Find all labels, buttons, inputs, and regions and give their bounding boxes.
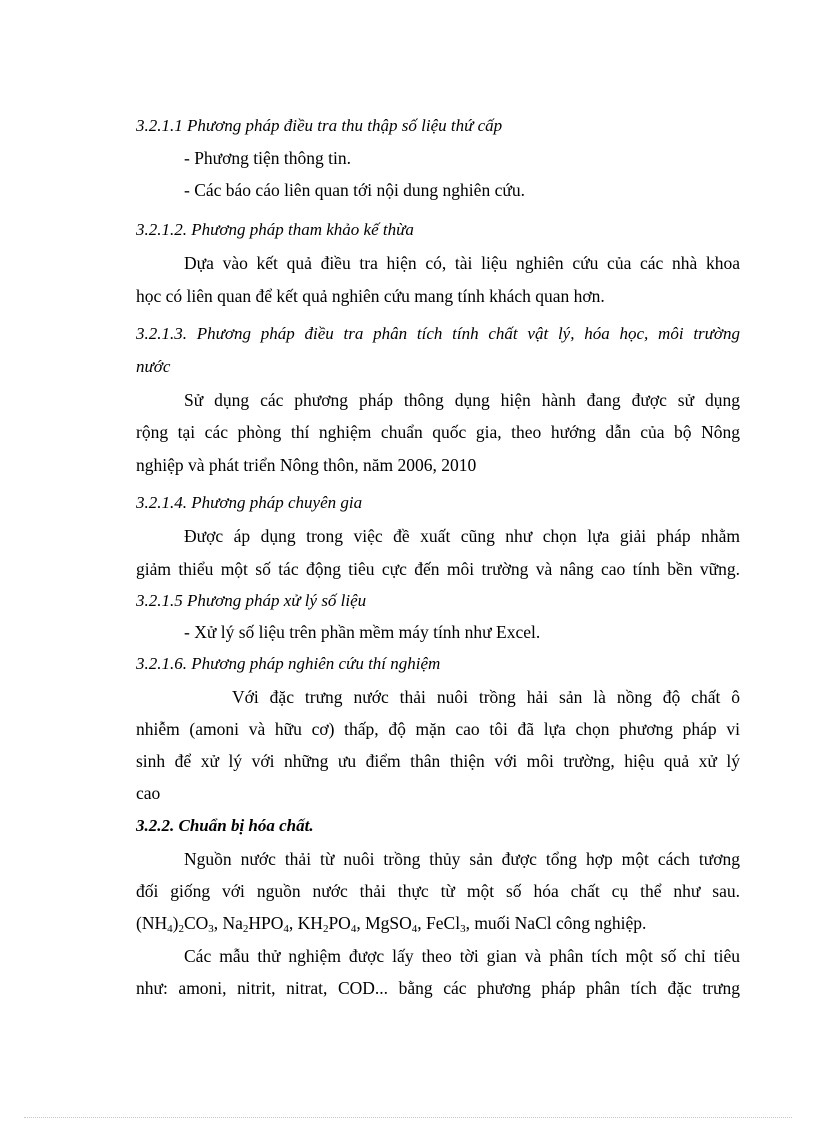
heading-3-2-1-3: 3.2.1.3. Phương pháp điều tra phân tích tính chất vật lý, hóa học, môi trường [136,324,740,343]
paragraph-line: giảm thiểu một số tác động tiêu cực đến môi trường và nâng cao tính bền vững. [136,559,740,579]
chem-text: , FeCl [417,913,461,933]
paragraph-line: Với đặc trưng nước thải nuôi trồng hải sản là nồng độ chất ô [232,687,740,707]
paragraph-line: Dựa vào kết quả điều tra hiện có, tài liệu nghiên cứu của các nhà khoa [184,253,740,273]
chem-text: , muối NaCl công nghiệp. [465,913,647,933]
paragraph-line: như: amoni, nitrit, nitrat, COD... bằng các phương pháp phân tích đặc trưng [136,978,740,998]
bullet-item: - Xử lý số liệu trên phần mềm máy tính như Excel. [184,622,541,642]
chem-sub: 4 [411,923,418,935]
paragraph-line: cao [136,783,161,803]
heading-3-2-1-4: 3.2.1.4. Phương pháp chuyên gia [136,493,363,512]
chem-text: (NH [136,913,168,933]
chem-sub: 4 [283,923,289,935]
chem-text: PO [328,913,351,933]
chem-text: , MgSO [356,913,412,933]
chem-sub: 2 [322,923,329,935]
paragraph-line: Nguồn nước thải từ nuôi trồng thủy sản được tổng hợp một cách tương [184,849,740,869]
paragraph-line: học có liên quan để kết quả nghiên cứu mang tính khách quan hơn. [136,286,605,306]
page-bottom-border [24,1117,792,1118]
chem-sub: 2 [242,923,249,935]
chem-sub: 4 [167,923,173,935]
heading-3-2-1-3-cont: nước [136,357,171,376]
paragraph-line: Các mẫu thử nghiệm được lấy theo tời gian và phân tích một số chỉ tiêu [184,946,740,966]
bullet-item: - Các báo cáo liên quan tới nội dung nghiên cứu. [184,180,525,200]
paragraph-line: nhiễm (amoni và hữu cơ) thấp, độ mặn cao tôi đã lựa chọn phương pháp vi [136,719,740,739]
heading-3-2-1-1: 3.2.1.1 Phương pháp điều tra thu thập số liệu thứ cấp [136,116,503,135]
chem-text: CO [183,913,209,933]
chem-sub: 3 [460,923,466,935]
bullet-item: - Phương tiện thông tin. [184,148,352,168]
chem-sub: 4 [350,923,357,935]
paragraph-line: Được áp dụng trong việc đề xuất cũng như chọn lựa giải pháp nhằm [184,526,740,546]
paragraph-line: rộng tại các phòng thí nghiệm chuẩn quốc gia, theo hướng dẫn của bộ Nông [136,422,740,442]
chemical-formula-line [136,911,740,935]
chem-text: , Na [213,913,243,933]
heading-3-2-1-6: 3.2.1.6. Phương pháp nghiên cứu thí nghiệm [136,654,441,673]
paragraph-line: nghiệp và phát triển Nông thôn, năm 2006, 2010 [136,455,477,475]
chem-text: , KH [288,913,323,933]
paragraph-line: đối giống với nguồn nước thải thực từ một số hóa chất cụ thể như sau. [136,881,740,901]
paragraph-line: Sử dụng các phương pháp thông dụng hiện hành đang được sử dụng [184,390,740,410]
heading-3-2-1-5: 3.2.1.5 Phương pháp xử lý số liệu [136,591,367,610]
chem-text: HPO [248,913,284,933]
paragraph-line: sinh để xử lý với những ưu điểm thân thiện với môi trường, hiệu quả xử lý [136,751,740,771]
chem-sub: 3 [208,923,214,935]
heading-3-2-2: 3.2.2. Chuẩn bị hóa chất. [136,816,314,835]
chem-sub: 2 [178,923,184,935]
heading-3-2-1-2: 3.2.1.2. Phương pháp tham khảo kế thừa [136,220,414,239]
chem-text: ) [172,913,179,933]
